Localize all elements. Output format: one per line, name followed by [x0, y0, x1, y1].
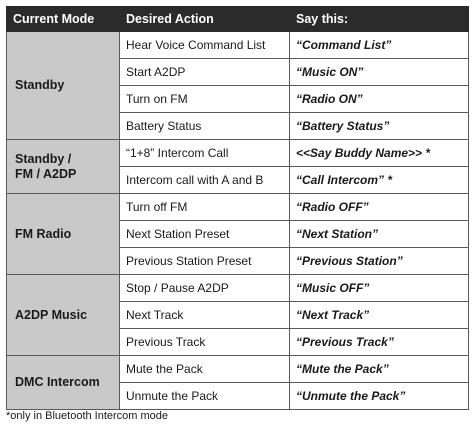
- table-row: [7, 194, 469, 221]
- say-cell: “Radio OFF”: [290, 194, 469, 221]
- say-cell: “Mute the Pack”: [290, 356, 469, 383]
- action-cell: Turn off FM: [120, 194, 290, 221]
- table-header-row: [7, 7, 469, 32]
- voice-command-table: [6, 6, 469, 410]
- say-cell: “Music OFF”: [290, 275, 469, 302]
- say-cell: “Unmute the Pack”: [290, 383, 469, 410]
- say-cell: “Battery Status”: [290, 113, 469, 140]
- table-row: [7, 356, 469, 383]
- mode-cell: [7, 356, 120, 410]
- mode-cell: [7, 140, 120, 194]
- say-cell: “Next Track”: [290, 302, 469, 329]
- table-row: [7, 32, 469, 59]
- action-cell: Battery Status: [120, 113, 290, 140]
- action-cell: Next Track: [120, 302, 290, 329]
- action-cell: Intercom call with A and B: [120, 167, 290, 194]
- table-row: [7, 275, 469, 302]
- action-cell: Mute the Pack: [120, 356, 290, 383]
- mode-label: FM Radio: [15, 226, 72, 241]
- mode-label: A2DP Music: [15, 307, 88, 322]
- say-cell: “Command List”: [290, 32, 469, 59]
- table-row: [7, 140, 469, 167]
- mode-cell: [7, 32, 120, 140]
- table-body: [7, 32, 469, 410]
- say-cell: “Previous Track”: [290, 329, 469, 356]
- action-cell: Next Station Preset: [120, 221, 290, 248]
- action-cell: Previous Track: [120, 329, 290, 356]
- voice-command-page: [6, 6, 468, 410]
- mode-cell: [7, 194, 120, 275]
- say-cell: “Previous Station”: [290, 248, 469, 275]
- say-cell: “Next Station”: [290, 221, 469, 248]
- say-cell: “Call Intercom” *: [290, 167, 469, 194]
- say-cell: “Music ON”: [290, 59, 469, 86]
- action-cell: Unmute the Pack: [120, 383, 290, 410]
- action-cell: Hear Voice Command List: [120, 32, 290, 59]
- header-current-mode: Current Mode: [7, 7, 120, 32]
- header-say-this: Say this:: [290, 7, 469, 32]
- mode-label: Standby: [15, 78, 65, 92]
- say-cell: “Radio ON”: [290, 86, 469, 113]
- action-cell: Start A2DP: [120, 59, 290, 86]
- mode-label: FM / A2DP: [15, 166, 77, 181]
- action-cell: “1+8” Intercom Call: [120, 140, 290, 167]
- mode-label: DMC Intercom: [15, 375, 100, 389]
- action-cell: Previous Station Preset: [120, 248, 290, 275]
- header-desired-action: Desired Action: [120, 7, 290, 32]
- action-cell: Stop / Pause A2DP: [120, 275, 290, 302]
- say-cell: <<Say Buddy Name>> *: [290, 140, 469, 167]
- footnote: *only in Bluetooth Intercom mode: [6, 410, 169, 422]
- action-cell: Turn on FM: [120, 86, 290, 113]
- mode-label: Standby /: [15, 151, 72, 166]
- mode-cell: [7, 275, 120, 356]
